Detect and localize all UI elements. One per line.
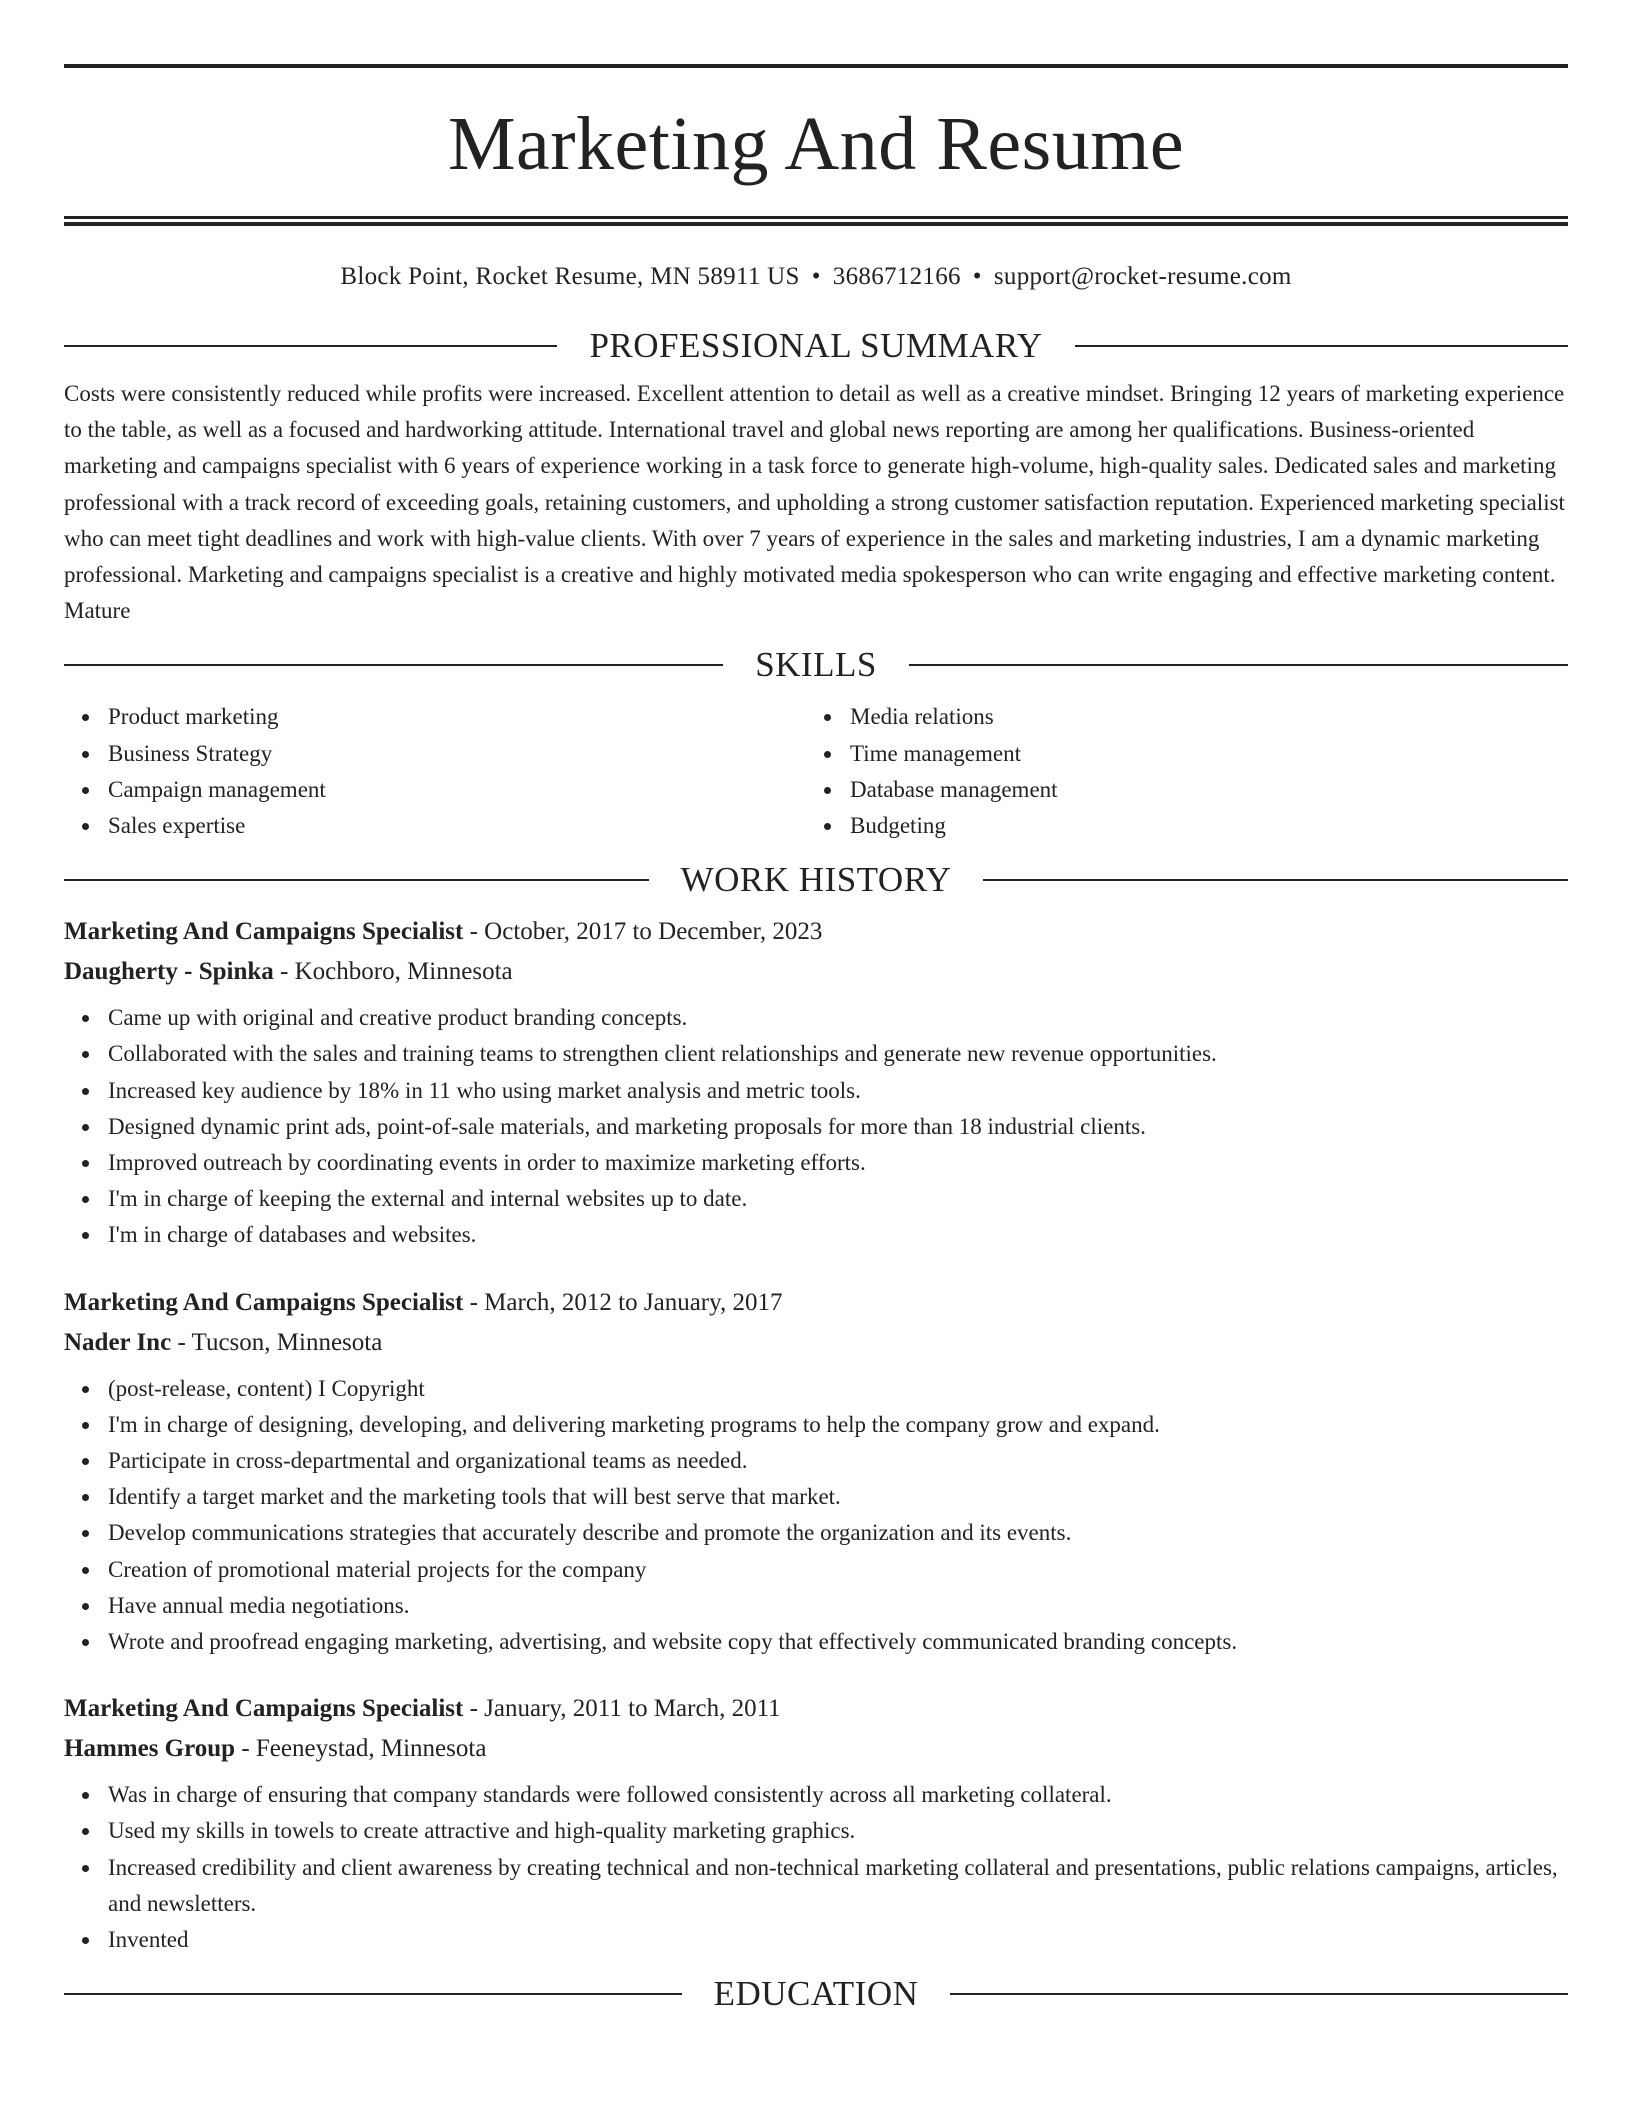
job-bullet: Was in charge of ensuring that company standards were followed consistently across all marketing collateral. <box>64 1777 1568 1813</box>
work-section-header <box>64 858 1568 902</box>
job-bullet: Develop communications strategies that accurately describe and promote the organization and its events. <box>64 1515 1568 1551</box>
job-bullets <box>64 1000 1568 1253</box>
job-company: Hammes Group <box>64 1735 236 1763</box>
job-company: Daugherty - Spinka <box>64 958 274 986</box>
job-bullet: Collaborated with the sales and training teams to strengthen client relationships and generate new revenue opportunities. <box>64 1036 1568 1072</box>
skill-item: Time management <box>806 736 1548 772</box>
job-bullet: I'm in charge of keeping the external and internal websites up to date. <box>64 1181 1568 1217</box>
job-title: Marketing And Campaigns Specialist <box>64 918 464 946</box>
job-title-line <box>64 1689 1568 1729</box>
job-title-line <box>64 912 1568 952</box>
section-rule <box>64 879 649 881</box>
section-rule <box>950 1993 1568 1995</box>
job-bullet: Creation of promotional material projects for the company <box>64 1552 1568 1588</box>
skill-item: Media relations <box>806 699 1548 735</box>
job-dates: - October, 2017 to December, 2023 <box>463 918 823 946</box>
skills-left-list <box>64 699 806 844</box>
job-entry <box>64 912 1568 1253</box>
skill-item: Business Strategy <box>64 736 806 772</box>
skill-item: Product marketing <box>64 699 806 735</box>
job-location: - Tucson, Minnesota <box>171 1328 383 1356</box>
job-bullets <box>64 1371 1568 1661</box>
job-dates: - March, 2012 to January, 2017 <box>463 1288 783 1316</box>
job-dates: - January, 2011 to March, 2011 <box>463 1695 781 1723</box>
contact-address: Block Point, Rocket Resume, MN 58911 US <box>340 263 800 290</box>
skills-section-header <box>64 643 1568 687</box>
job-bullet: I'm in charge of designing, developing, and delivering marketing programs to help the company grow and expand. <box>64 1407 1568 1443</box>
job-title: Marketing And Campaigns Specialist <box>64 1695 464 1723</box>
job-bullet: Identify a target market and the marketing tools that will best serve that market. <box>64 1479 1568 1515</box>
job-company-line <box>64 952 1568 992</box>
double-rule <box>64 216 1568 226</box>
education-section-header <box>64 1972 1568 2016</box>
job-bullet: Came up with original and creative product branding concepts. <box>64 1000 1568 1036</box>
contact-separator: • <box>811 263 821 290</box>
job-company: Nader Inc <box>64 1328 172 1356</box>
job-company-line <box>64 1729 1568 1769</box>
job-bullet: Invented <box>64 1922 1568 1958</box>
skill-item: Database management <box>806 772 1548 808</box>
top-rule <box>64 64 1568 68</box>
job-entry <box>64 1283 1568 1661</box>
section-rule <box>1075 345 1568 347</box>
contact-phone: 3686712166 <box>832 263 961 290</box>
job-title-line <box>64 1283 1568 1323</box>
job-bullet: (post-release, content) I Copyright <box>64 1371 1568 1407</box>
contact-email: support@rocket-resume.com <box>993 263 1292 290</box>
job-bullet: Wrote and proofread engaging marketing, advertising, and website copy that effectively communicated branding concepts. <box>64 1624 1568 1660</box>
job-bullet: Improved outreach by coordinating events in order to maximize marketing efforts. <box>64 1145 1568 1181</box>
section-rule <box>909 664 1568 666</box>
job-bullet: Increased credibility and client awareness by creating technical and non-technical marketing collateral and presentations, public relations campaigns, articles, and newsletters. <box>64 1850 1568 1922</box>
section-rule <box>983 879 1568 881</box>
job-bullets <box>64 1777 1568 1958</box>
skill-item: Campaign management <box>64 772 806 808</box>
job-bullet: Used my skills in towels to create attractive and high-quality marketing graphics. <box>64 1813 1568 1849</box>
contact-line <box>64 260 1568 294</box>
resume-page <box>64 64 1568 2016</box>
skill-item: Budgeting <box>806 808 1548 844</box>
job-bullet: Have annual media negotiations. <box>64 1588 1568 1624</box>
work-heading: WORK HISTORY <box>680 860 952 900</box>
job-title: Marketing And Campaigns Specialist <box>64 1288 464 1316</box>
job-bullet: Participate in cross-departmental and organizational teams as needed. <box>64 1443 1568 1479</box>
skills-heading: SKILLS <box>755 645 877 685</box>
summary-section-header <box>64 324 1568 368</box>
job-bullet: Designed dynamic print ads, point-of-sale materials, and marketing proposals for more than 18 industrial clients. <box>64 1109 1568 1145</box>
job-location: - Feeneystad, Minnesota <box>235 1735 487 1763</box>
skill-item: Sales expertise <box>64 808 806 844</box>
summary-heading: PROFESSIONAL SUMMARY <box>589 326 1043 365</box>
job-location: - Kochboro, Minnesota <box>273 958 513 986</box>
summary-text: Costs were consistently reduced while profits were increased. Excellent attention to detail as well as a creative mindset. Bringing 12 years of marketing experience to the table, as well as a focused and hardworking attitude. International travel and global news reporting are among her qualifications. Business-oriented marketing and campaigns specialist with 6 years of experience working in a task force to generate high-volume, high-quality sales. Dedicated sales and marketing professional with a track record of exceeding goals, retaining customers, and upholding a strong customer satisfaction reputation. Experienced marketing specialist who can meet tight deadlines and work with high-value clients. With over 7 years of experience in the sales and marketing industries, I am a dynamic marketing professional. Marketing and campaigns specialist is a creative and highly motivated media spokesperson who can write engaging and effective marketing content. Mature <box>64 381 1565 624</box>
resume-name: Marketing And Resume <box>447 102 1185 186</box>
skills-right-list <box>806 699 1548 844</box>
job-entry <box>64 1689 1568 1958</box>
contact-separator: • <box>972 263 982 290</box>
job-bullet: I'm in charge of databases and websites. <box>64 1217 1568 1253</box>
job-company-line <box>64 1323 1568 1363</box>
section-rule <box>64 664 723 666</box>
section-rule <box>64 1993 682 1995</box>
skills-columns <box>64 699 1568 844</box>
job-bullet: Increased key audience by 18% in 11 who using market analysis and metric tools. <box>64 1073 1568 1109</box>
education-heading: EDUCATION <box>713 1974 919 2014</box>
section-rule <box>64 345 557 347</box>
